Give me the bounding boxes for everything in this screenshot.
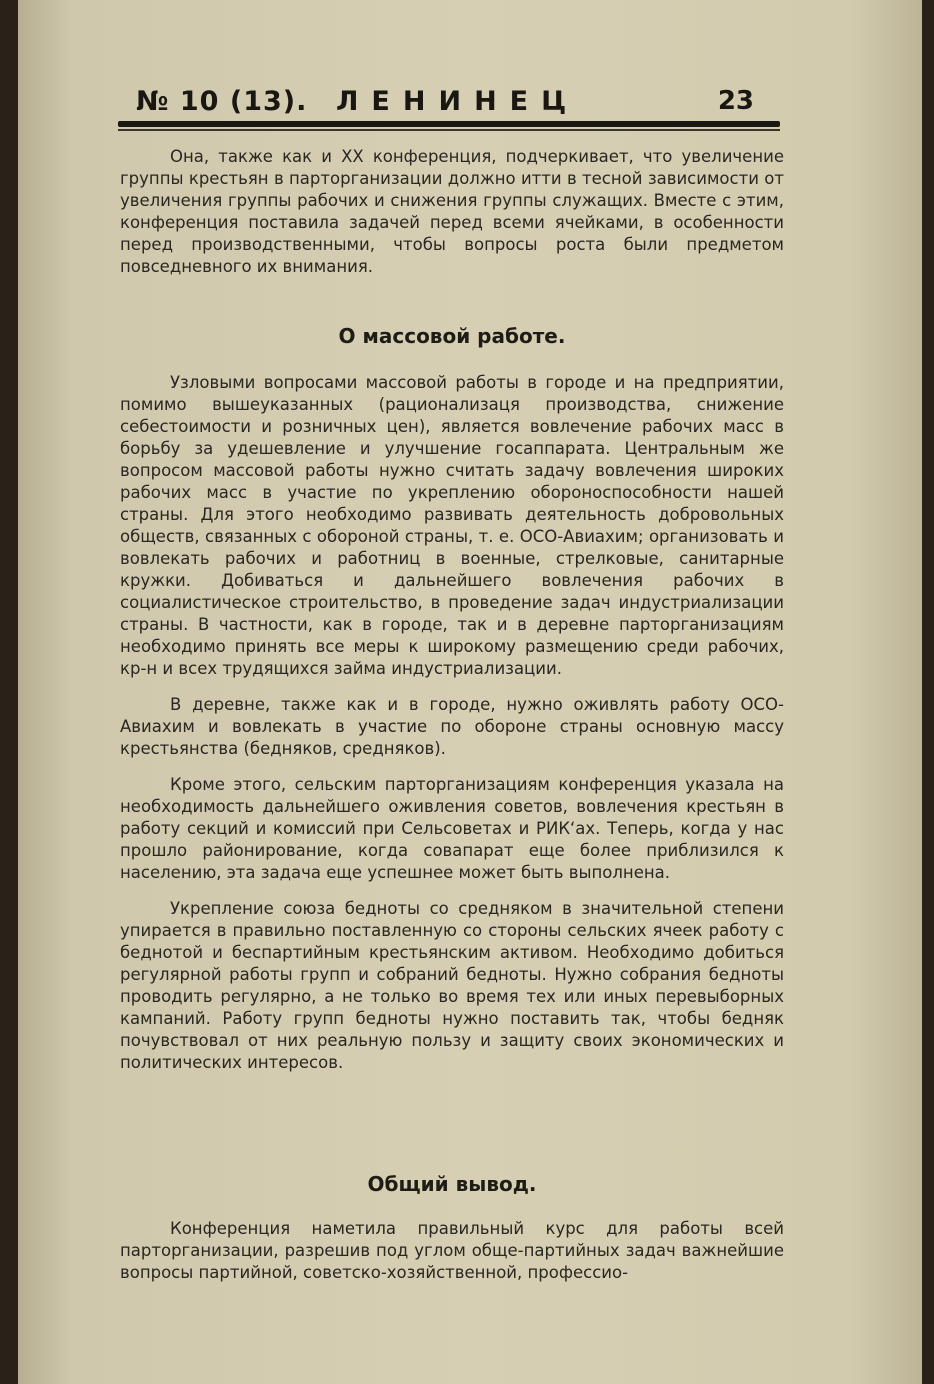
section-title-conclusion: Общий вывод. [367,1172,537,1196]
page-number: 23 [717,86,754,116]
header-rule-thick [118,121,780,127]
paragraph-conclusion: Конференция наметила правильный курс для работы всей парторганизации, разрешив под углом обще-партийных задач важнейшие вопросы партийной, советско-хозяйственной, професcио- [120,1219,784,1282]
paragraph-mass-work-2: В деревне, также как и в городе, нужно оживлять работу ОСО-Авиахим и вовлекать в участие по обороне страны основную массу крестьянства (бедняков, средняков). [120,695,784,758]
journal-title: ЛЕНИНЕЦ [336,86,580,117]
journal-page [18,0,922,1384]
paragraph-mass-work-4: Укрепление союза бедноты со средняком в значительной степени упирается в правильно поставленную со стороны сельских ячеек работу с беднотой и беспартийным крестьянским активом. Необходимо добиться регулярной работы групп и собраний бедноты. Нужно собрания бедноты проводить регулярно, а не только во время тех или иных перевыборных кампаний. Работу групп бедноты нужно поставить так, чтобы бедняк почувствовал от них реальную пользу и защиту своих экономических и политических интересов. [120,899,784,1072]
paragraph-mass-work-1: Узловыми вопросами массовой работы в городе и на предприятии, помимо вышеуказанных (рационализаця производства, снижение себестоимости и розничных цен), является вовлечение рабочих масс в борьбу за удешевление и улучшение госаппарата. Центральным же вопросом массовой работы нужно считать задачу вовлечения широких рабочих масс в участие по укреплению обороноспособности нашей страны. Для этого необходимо развивать деятельность добровольных обществ, связанных с обороной страны, т. е. ОСО-Авиахим; организовать и вовлекать рабочих и работниц в военные, стрелковые, санитарные кружки. Добиваться и дальнейшего вовлечения рабочих в социалистическое строительство, в проведение задач индустриализации страны. В частности, как в городе, так и в деревне парторганизациям необходимо принять все меры к широкому размещению среди рабочих, кр-н и всех трудящихся займа индустриализации. [120,373,784,678]
page-header [126,82,776,122]
conclusion-block [120,1218,784,1284]
intro-paragraph: Она, также как и XX конференция, подчеркивает, что увеличение группы крестьян в парторганизации должно итти в тесной зависимости от увеличения группы рабочих и снижения группы служащих. Вместе с этим, конференция поставила задачей перед всеми ячейками, в особенности перед производственными, чтобы вопросы роста были предметом повседневного их внимания. [120,147,784,276]
header-rule-thin [118,129,780,131]
section-title-mass-work: О массовой работе. [338,324,566,348]
intro-block [120,146,784,278]
mass-work-block [120,372,784,1074]
issue-number: № 10 (13). [136,86,308,117]
paragraph-mass-work-3: Кроме этого, сельским парторганизациям конференция указала на необходимость дальнейшего оживления советов, вовлечения крестьян в работу секций и комиссий при Сельсоветах и РИК‘ах. Теперь, когда у нас прошло районирование, когда совапарат еще более приблизился к населению, эта задача еще успешнее может быть выполнена. [120,775,784,882]
